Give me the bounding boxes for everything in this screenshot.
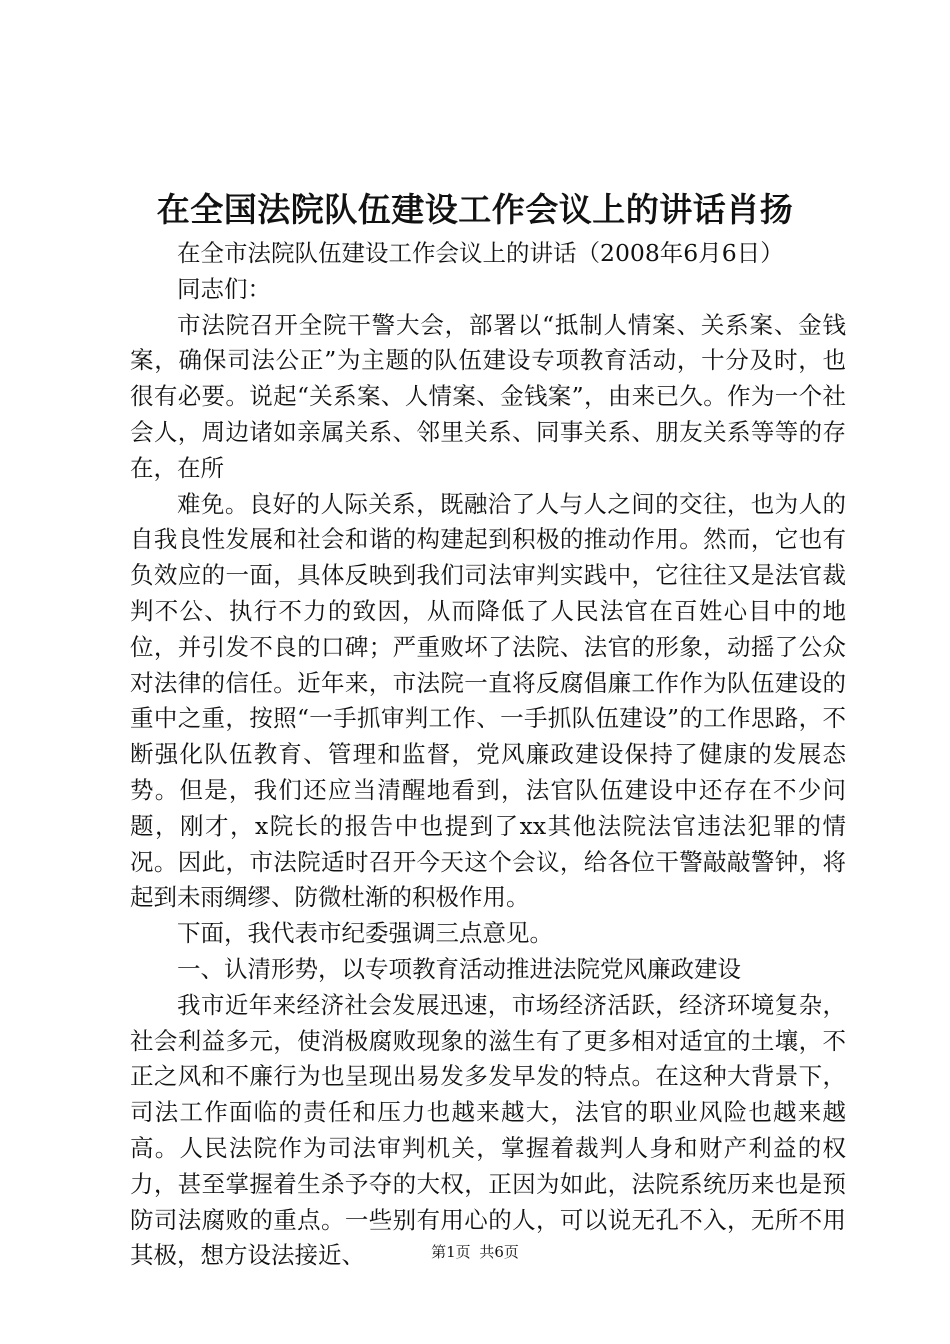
salutation-paragraph: 同志们： (177, 274, 271, 303)
document-body (130, 236, 846, 1274)
body-paragraph: 下面，我代表市纪委强调三点意见。 (177, 919, 553, 948)
body-paragraph: 市法院召开全院干警大会，部署以“抵制人情案、关系案、金钱案，确保司法公正”为主题的队伍建设专项教育活动，十分及时，也很有必要。说起“关系案、人情案、金钱案”，由来已久。作为一个社会人，周边诸如亲属关系、邻里关系、同事关系、朋友关系等等的存在，在所 (130, 310, 846, 482)
section-heading: 一、认清形势，以专项教育活动推进法院党风廉政建设 (177, 954, 741, 983)
page-total: 共6页 (479, 1243, 519, 1261)
speech-subtitle-paragraph: 在全市法院队伍建设工作会议上的讲话（2008年6月6日） (177, 239, 784, 267)
page-number: 第1页 (431, 1243, 471, 1261)
page-footer (0, 1241, 950, 1263)
body-paragraph: 难免。良好的人际关系，既融洽了人与人之间的交往，也为人的自我良性发展和社会和谐的构建起到积极的推动作用。然而，它也有负效应的一面，具体反映到我们司法审判实践中，它往往又是法官裁判不公、执行不力的致因，从而降低了人民法官在百姓心目中的地位，并引发不良的口碑；严重败坏了法院、法官的形象，动摇了公众对法律的信任。近年来，市法院一直将反腐倡廉工作作为队伍建设的重中之重，按照“一手抓审判工作、一手抓队伍建设”的工作思路，不断强化队伍教育、管理和监督，党风廉政建设保持了健康的发展态势。但是，我们还应当清醒地看到，法官队伍建设中还存在不少问题，刚才，x院长的报告中也提到了xx其他法院法官违法犯罪的情况。因此，市法院适时召开今天这个会议，给各位干警敲敲警钟，将起到未雨绸缪、防微杜渐的积极作用。 (130, 489, 846, 912)
body-paragraph: 我市近年来经济社会发展迅速，市场经济活跃，经济环境复杂，社会利益多元，使消极腐败现象的滋生有了更多相对适宜的土壤，不正之风和不廉行为也呈现出易发多发早发的特点。在这种大背景下，司法工作面临的责任和压力也越来越大，法官的职业风险也越来越高。人民法院作为司法审判机关，掌握着裁判人身和财产利益的权力，甚至掌握着生杀予夺的大权，正因为如此，法院系统历来也是预防司法腐败的重点。一些别有用心的人，可以说无孔不入，无所不用其极，想方设法接近、 (130, 990, 846, 1270)
document-title: 在全国法院队伍建设工作会议上的讲话肖扬 (156, 190, 794, 229)
